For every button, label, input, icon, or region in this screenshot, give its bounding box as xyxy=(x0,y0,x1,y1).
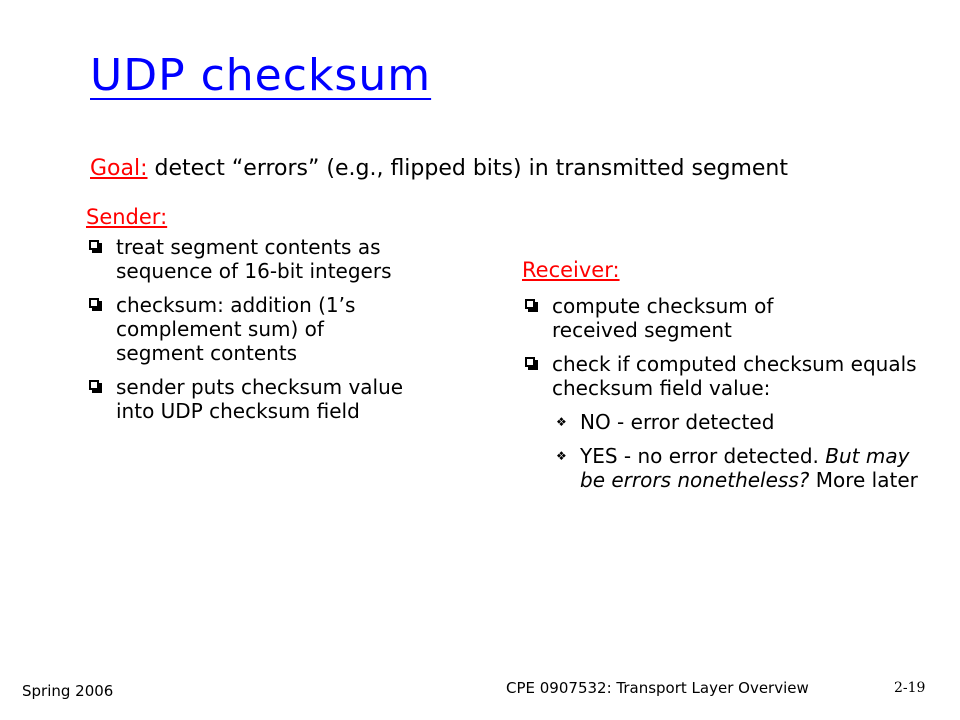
sender-bullet-text: sender puts checksum value into UDP checksum field xyxy=(116,375,404,423)
goal-line xyxy=(90,156,788,181)
goal-label: Goal: xyxy=(90,156,148,181)
diamond-bullet-icon: ❖ xyxy=(556,415,567,429)
sub-bullet-italic-text: But may be errors nonetheless? xyxy=(580,444,910,492)
sender-bullet-text: treat segment contents as sequence of 16-bit integers xyxy=(116,235,392,283)
receiver-sub-bullet-yes xyxy=(546,444,920,492)
diamond-bullet-icon: ❖ xyxy=(556,449,567,463)
receiver-sub-bullet-no xyxy=(546,410,932,434)
sub-bullet-text: YES - no error detected. xyxy=(580,444,826,468)
square-bullet-icon xyxy=(89,380,99,390)
goal-text: detect “errors” (e.g., flipped bits) in transmitted segment xyxy=(147,156,788,181)
receiver-sub-list xyxy=(546,410,932,492)
square-bullet-icon xyxy=(525,299,535,309)
sender-section xyxy=(86,205,416,433)
sender-bullet-text: checksum: addition (1’s complement sum) of segment contents xyxy=(116,293,356,365)
sender-bullet-list xyxy=(86,235,416,423)
receiver-bullet xyxy=(522,352,932,492)
footer-date: Spring 2006 xyxy=(22,682,114,700)
footer-page-number: 2-19 xyxy=(894,680,926,696)
receiver-heading: Receiver: xyxy=(522,258,620,282)
sub-bullet-suffix-text: More later xyxy=(809,468,918,492)
sender-bullet xyxy=(86,375,416,423)
receiver-bullet xyxy=(522,294,852,342)
footer-course: CPE 0907532: Transport Layer Overview xyxy=(506,679,809,697)
receiver-bullet-text: compute checksum of received segment xyxy=(552,294,774,342)
sender-heading: Sender: xyxy=(86,205,168,229)
square-bullet-icon xyxy=(89,298,99,308)
receiver-section xyxy=(522,258,942,502)
square-bullet-icon xyxy=(89,240,99,250)
sender-bullet xyxy=(86,293,416,365)
sender-bullet xyxy=(86,235,416,283)
square-bullet-icon xyxy=(525,357,535,367)
receiver-bullet-text: check if computed checksum equals checksum field value: xyxy=(552,352,917,400)
receiver-bullet-list xyxy=(522,294,942,492)
sub-bullet-text: NO - error detected xyxy=(580,410,775,434)
slide-title: UDP checksum xyxy=(90,50,432,101)
